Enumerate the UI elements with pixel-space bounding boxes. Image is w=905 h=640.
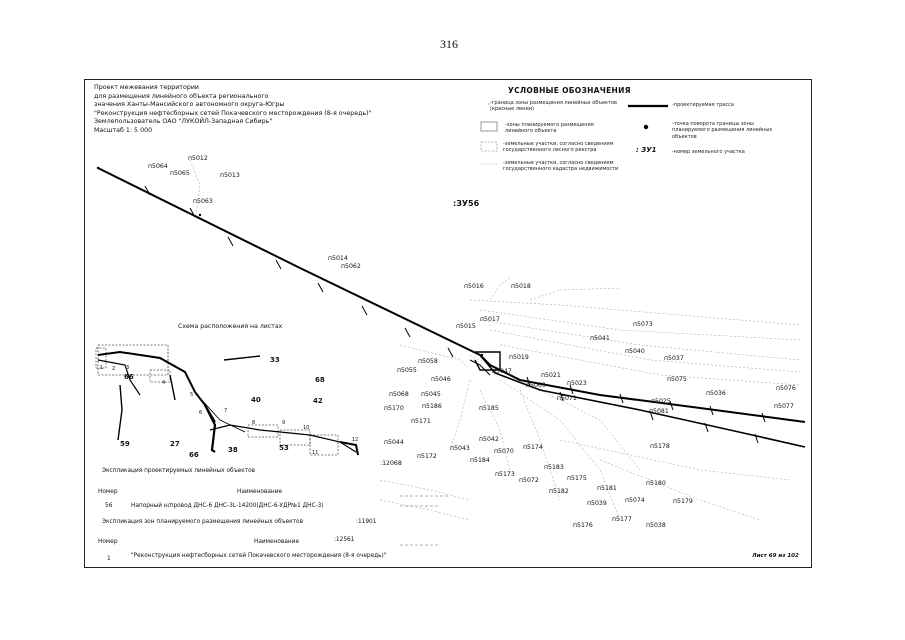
scheme-cell-number: 12 — [352, 437, 359, 443]
parcel-label: п5072 — [519, 477, 539, 484]
parcel-label: п5181 — [597, 485, 617, 492]
table2-col-name: Наименование — [254, 539, 300, 545]
sheet-counter: Лист 69 из 102 — [752, 553, 799, 559]
parcel-label: п5037 — [664, 355, 684, 362]
scheme-cell-number: 4 — [162, 380, 166, 386]
parcel-label: п5074 — [625, 497, 645, 504]
parcel-label: п5046 — [431, 376, 451, 383]
parcel-label: п5015 — [456, 323, 476, 330]
parcel-label: п5039 — [587, 500, 607, 507]
parcel-label: п5175 — [567, 475, 587, 482]
parcel-label: п5055 — [397, 367, 417, 374]
parcel-label: п5070 — [494, 448, 514, 455]
zones-title: Экспликация зон планируемого размещения линейных объектов — [102, 519, 304, 525]
parcel-label: п5178 — [650, 443, 670, 450]
parcel-label: п5177 — [612, 516, 632, 523]
plot-12068-label: :12068 — [380, 460, 402, 467]
table-row-number: 56 — [105, 503, 113, 509]
parcel-label: п5073 — [633, 321, 653, 328]
parcel-label: п5043 — [450, 445, 470, 452]
parcel-label: п5172 — [417, 453, 437, 460]
zones-code: :11901 — [356, 519, 377, 525]
parcel-label: п5058 — [418, 358, 438, 365]
parcel-label: п5023 — [567, 380, 587, 387]
legend-item: -номер земельного участка — [672, 149, 745, 155]
zone-label: :ЗУ56 — [453, 199, 480, 208]
parcel-label: п5068 — [389, 391, 409, 398]
parcel-label: п5179 — [673, 498, 693, 505]
legend-item: -зоны планируемого размещения линейного объекта — [505, 122, 594, 135]
page-number: 316 — [440, 37, 458, 51]
parcel-label: п5045 — [421, 391, 441, 398]
scheme-sheet-number: 59 — [120, 440, 130, 448]
parcel-label: п5040 — [625, 348, 645, 355]
zones-code-2: :12561 — [334, 537, 355, 543]
parcel-label: п5038 — [646, 522, 666, 529]
parcel-boundaries — [190, 160, 800, 520]
scheme-sheet-number: 53 — [279, 444, 289, 452]
scheme-cell-number: 7 — [224, 408, 228, 414]
parcel-label: п5062 — [341, 263, 361, 270]
parcel-label: п5013 — [220, 172, 240, 179]
scheme-sheet-number: 66 — [124, 373, 134, 381]
parcel-label: п5042 — [479, 436, 499, 443]
parcel-label: п5171 — [411, 418, 431, 425]
parcel-label: п5186 — [422, 403, 442, 410]
header-line: Проект межевания территории — [94, 84, 200, 91]
scheme-cell-number: 5 — [190, 392, 194, 398]
parcel-label: п5182 — [549, 488, 569, 495]
legend-zone-symbol — [481, 122, 497, 131]
scheme-cell-number: 10 — [303, 425, 310, 431]
parcel-label: п5041 — [590, 335, 610, 342]
legend-forest-symbol — [481, 142, 497, 151]
parcel-label: п5176 — [573, 522, 593, 529]
table-lines — [400, 496, 450, 545]
scheme-sheet-number: 42 — [313, 397, 323, 405]
parcel-label: п5044 — [384, 439, 404, 446]
table2-row-number: 1 — [107, 556, 111, 562]
legend-point-symbol — [644, 125, 648, 129]
legend-item: -граница зоны размещения линейных объектов (красные линии) — [490, 100, 617, 113]
table-col-number: Номер — [98, 489, 118, 495]
parcel-label: п5065 — [170, 170, 190, 177]
scheme-cell-number: 9 — [282, 420, 286, 426]
parcel-label: п5071 — [557, 395, 577, 402]
parcel-label: п5019 — [509, 354, 529, 361]
header-line: для размещения линейного объекта регионального — [94, 92, 269, 100]
scheme-cell-number: 11 — [312, 450, 319, 456]
legend-item: -земельные участки, согласно сведениям государственного кадастра недвижимости — [503, 160, 619, 173]
parcel-label: п5016 — [464, 283, 484, 290]
parcel-label: п5174 — [523, 444, 543, 451]
header-line: значения Ханты-Мансийского автономного округа-Югры — [94, 101, 285, 109]
parcel-label: п5018 — [511, 283, 531, 290]
parcel-label: п5173 — [495, 471, 515, 478]
scheme-sheet-number: 38 — [228, 446, 238, 454]
parcel-label: п5047 — [492, 368, 512, 375]
header-line: Масштаб 1: 5 000 — [94, 126, 153, 134]
parcel-label: п5185 — [479, 405, 499, 412]
scheme-sheet-number: 68 — [315, 376, 325, 384]
legend-item: -точка поворота границы зоны планируемого размещения линейных объектов — [672, 121, 773, 140]
scheme-sheet-number: 40 — [251, 396, 261, 404]
header-line: Землепользователь ОАО "ЛУКОЙЛ-Западная Сибирь" — [94, 118, 273, 126]
legend-plot-symbol: : ЗУ1 — [636, 146, 657, 154]
parcel-label: п5063 — [193, 198, 213, 205]
table-col-name: Наименование — [237, 489, 283, 495]
parcel-label: п5184 — [470, 457, 490, 464]
table-row-name: Напорный н/провод ДНС-6 ДНС-3L-14200(ДНС-6-УДР№1 ДНС-3) — [131, 503, 324, 509]
scheme-cell-number: 8 — [252, 420, 256, 426]
scheme-sheet-number: 66 — [189, 451, 199, 459]
scheme-cell-number: 2 — [112, 366, 116, 372]
scheme-cell-number: 6 — [199, 410, 203, 416]
parcel-label: п5180 — [646, 480, 666, 487]
parcel-label: п5021 — [541, 372, 561, 379]
parcel-label: п5064 — [148, 163, 168, 170]
parcel-label: п5075 — [667, 376, 687, 383]
parcel-label: п5012 — [188, 155, 208, 162]
parcel-label: п5081 — [649, 408, 669, 415]
scheme-cell-number: 3 — [126, 365, 130, 371]
parcel-label: п5076 — [776, 385, 796, 392]
parcel-label: п5014 — [328, 255, 348, 262]
legend-title: УСЛОВНЫЕ ОБОЗНАЧЕНИЯ — [508, 86, 631, 95]
parcel-label: п5183 — [544, 464, 564, 471]
parcel-label: п5077 — [774, 403, 794, 410]
parcel-label: п5170 — [384, 405, 404, 412]
scheme-sheet-number: 33 — [270, 356, 280, 364]
table2-col-number: Номер — [98, 539, 118, 545]
scheme-sheet-number: 27 — [170, 440, 180, 448]
parcel-label: п5036 — [706, 390, 726, 397]
parcel-label: п5025 — [651, 398, 671, 405]
scheme-title: Схема расположения на листах — [178, 323, 283, 330]
legend-item: -проектируемая трасса — [672, 102, 734, 108]
legend-item: -земельные участки, согласно сведениям государственного лесного реестра — [503, 141, 614, 154]
linear-objects-title: Экспликация проектируемых линейных объектов — [102, 468, 256, 474]
parcel-label: п5069 — [526, 382, 546, 389]
parcel-label: п5017 — [480, 316, 500, 323]
table2-row-name: "Реконструкция нефтесборных сетей Покачевского месторождения (8-я очередь)" — [131, 553, 387, 559]
header-line: "Реконструкция нефтесборных сетей Покачевского месторождения (8-я очередь)" — [94, 109, 372, 117]
scheme-cell-number: 1 — [100, 365, 104, 371]
